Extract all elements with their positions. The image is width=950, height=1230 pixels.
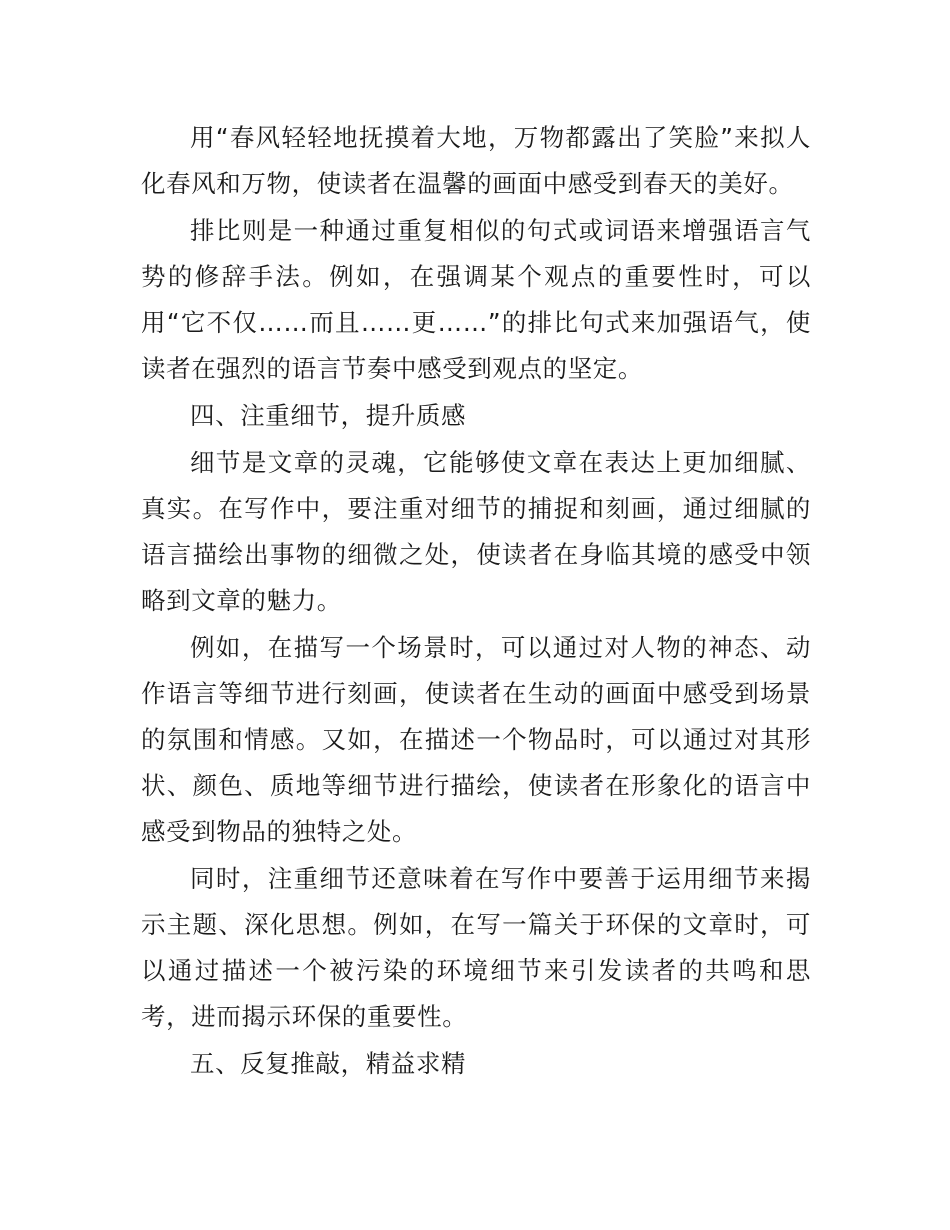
paragraph-personification-example: 用“春风轻轻地抚摸着大地，万物都露出了笑脸”来拟人化春风和万物，使读者在温馨的画面中感受到春天的美好。 <box>141 123 811 198</box>
paragraph-details-intro: 细节是文章的灵魂，它能够使文章在表达上更加细腻、真实。在写作中，要注重对细节的捕捉和刻画，通过细腻的语言描绘出事物的细微之处，使读者在身临其境的感受中领略到文章的魅力。 <box>141 448 811 615</box>
paragraph-details-example: 例如，在描写一个场景时，可以通过对人物的神态、动作语言等细节进行刻画，使读者在生动的画面中感受到场景的氛围和情感。又如，在描述一个物品时，可以通过对其形状、颜色、质地等细节进行描绘，使读者在形象化的语言中感受到物品的独特之处。 <box>141 633 811 846</box>
section-heading-4: 四、注重细节，提升质感 <box>190 401 467 430</box>
paragraph-details-theme: 同时，注重细节还意味着在写作中要善于运用细节来揭示主题、深化思想。例如，在写一篇关于环保的文章时，可以通过描述一个被污染的环境细节来引发读者的共鸣和思考，进而揭示环保的重要性。 <box>141 864 811 1031</box>
document-body <box>141 115 811 1088</box>
section-heading-5: 五、反复推敲，精益求精 <box>190 1049 467 1078</box>
paragraph-parallelism: 排比则是一种通过重复相似的句式或词语来增强语言气势的修辞手法。例如，在强调某个观点的重要性时，可以用“它不仅……而且……更……”的排比句式来加强语气，使读者在强烈的语言节奏中感受到观点的坚定。 <box>141 216 811 383</box>
